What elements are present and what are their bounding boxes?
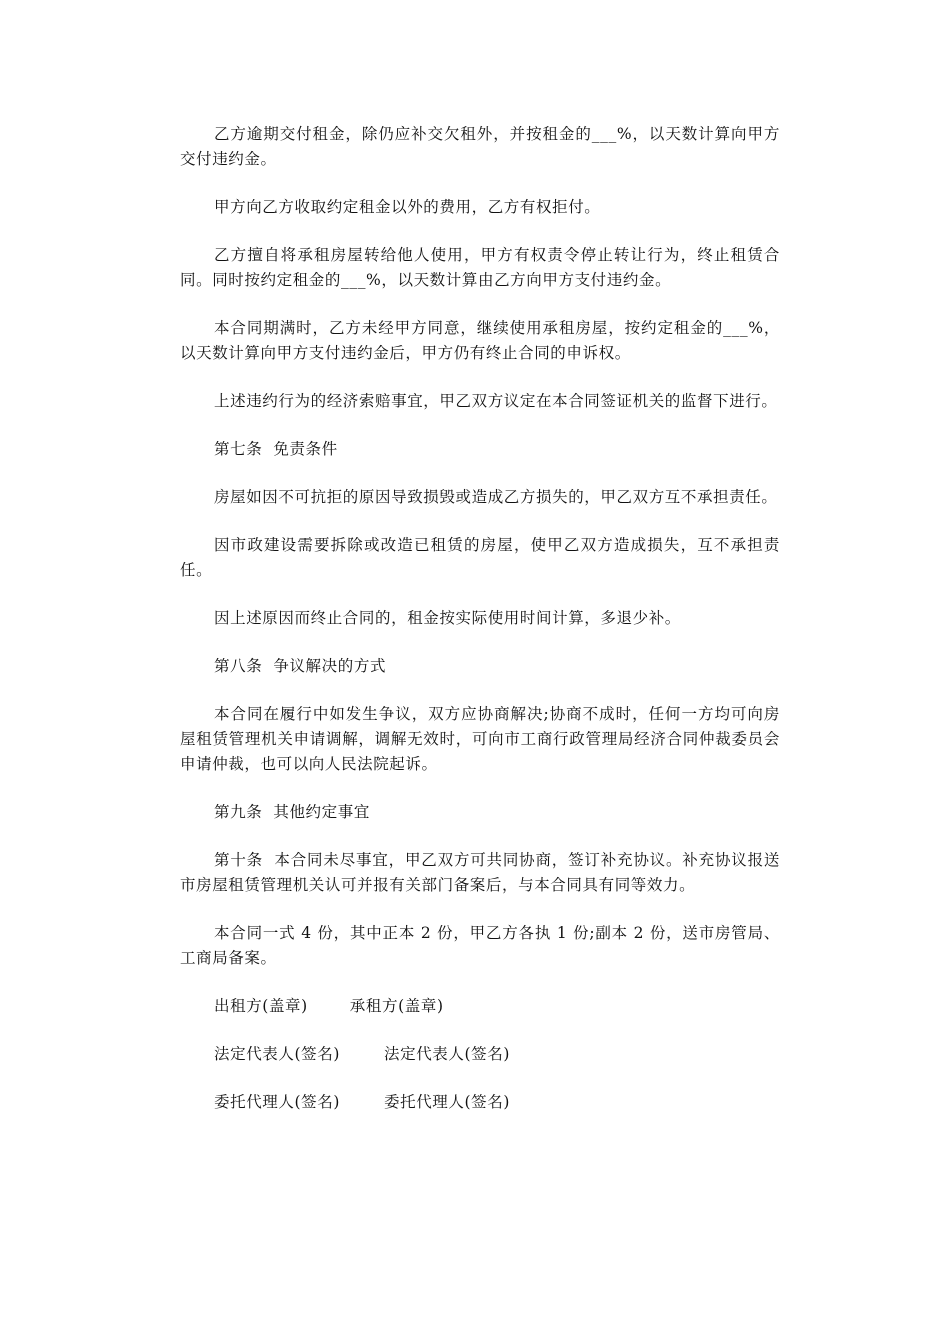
paragraph-copies: 本合同一式 4 份，其中正本 2 份，甲乙方各执 1 份;副本 2 份，送市房管局、工商局备案。 — [180, 924, 780, 967]
heading-article-8: 第八条 争议解决的方式 — [214, 657, 387, 675]
signature-row-seal — [214, 994, 780, 1019]
lessee-agent-label: 委托代理人(签名) — [384, 1093, 510, 1111]
lessor-representative-label: 法定代表人(签名) — [214, 1045, 340, 1063]
lessor-seal-label: 出租方(盖章) — [214, 997, 308, 1015]
heading-article-9: 第九条 其他约定事宜 — [214, 803, 370, 821]
heading-article-7: 第七条 免责条件 — [214, 440, 338, 458]
paragraph-overstay: 本合同期满时，乙方未经甲方同意，继续使用承租房屋，按约定租金的___%，以天数计算向甲方支付违约金后，甲方仍有终止合同的申诉权。 — [180, 319, 780, 362]
paragraph-dispute-resolution: 本合同在履行中如发生争议，双方应协商解决;协商不成时，任何一方均可向房屋租赁管理机关申请调解，调解无效时，可向市工商行政管理局经济合同仲裁委员会申请仲裁，也可以向人民法院起诉。 — [180, 705, 780, 773]
paragraph-force-majeure: 房屋如因不可抗拒的原因导致损毁或造成乙方损失的，甲乙双方互不承担责任。 — [214, 488, 778, 506]
paragraph-rent-settlement: 因上述原因而终止合同的，租金按实际使用时间计算，多退少补。 — [214, 609, 681, 627]
paragraph-extra-fees: 甲方向乙方收取约定租金以外的费用，乙方有权拒付。 — [214, 198, 601, 216]
paragraph-municipal-demolition: 因市政建设需要拆除或改造已租赁的房屋，使甲乙双方造成损失，互不承担责任。 — [180, 536, 780, 579]
lessee-seal-label: 承租方(盖章) — [349, 997, 444, 1015]
paragraph-late-rent-penalty: 乙方逾期交付租金，除仍应补交欠租外，并按租金的___%，以天数计算向甲方交付违约金。 — [180, 125, 780, 168]
document-page — [180, 122, 780, 1138]
paragraph-claims-supervision: 上述违约行为的经济索赔事宜，甲乙双方议定在本合同签证机关的监督下进行。 — [214, 392, 778, 410]
paragraph-article-10: 第十条 本合同未尽事宜，甲乙双方可共同协商，签订补充协议。补充协议报送市房屋租赁管理机关认可并报有关部门备案后，与本合同具有同等效力。 — [180, 851, 780, 894]
lessee-representative-label: 法定代表人(签名) — [384, 1045, 510, 1063]
paragraph-unauthorized-sublet: 乙方擅自将承租房屋转给他人使用，甲方有权责令停止转让行为，终止租赁合同。同时按约定租金的___%，以天数计算由乙方向甲方支付违约金。 — [180, 246, 780, 289]
signature-row-agent — [214, 1090, 780, 1115]
lessor-agent-label: 委托代理人(签名) — [214, 1093, 340, 1111]
signature-row-representative — [214, 1042, 780, 1067]
